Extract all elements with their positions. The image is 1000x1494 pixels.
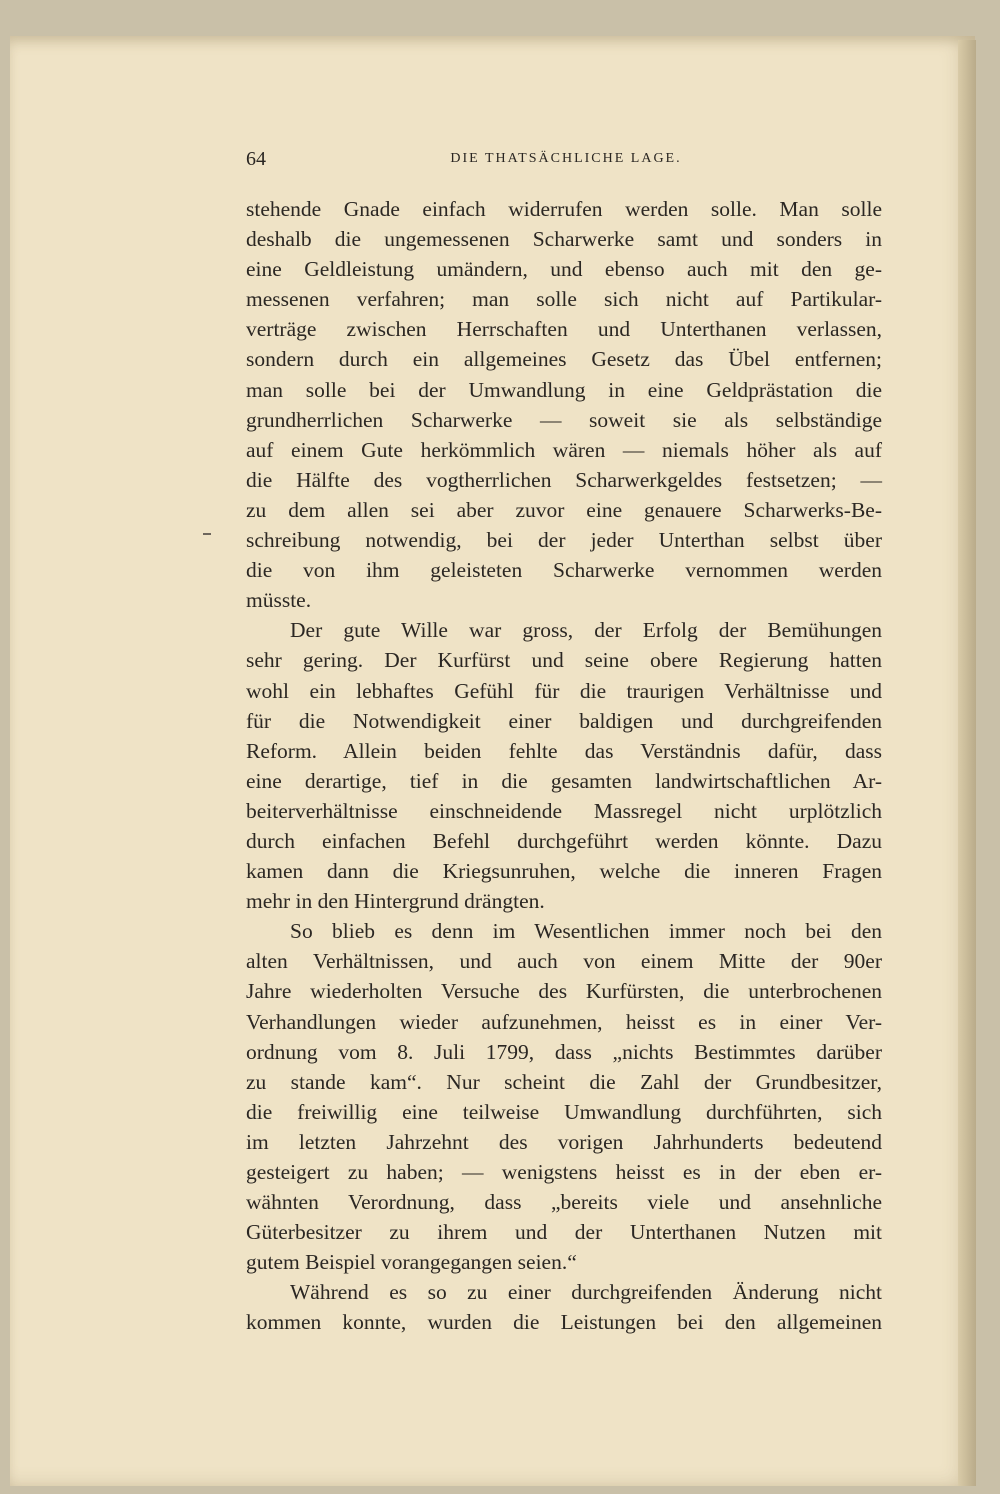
text-line: müsste. bbox=[246, 588, 312, 613]
text-line: verträge zwischen Herrschaften und Unterthanen verlassen, bbox=[246, 317, 882, 342]
text-line: kommen konnte, wurden die Leistungen bei den allgemeinen bbox=[246, 1310, 882, 1335]
text-line: Reform. Allein beiden fehlte das Verständnis dafür, dass bbox=[246, 738, 882, 763]
page-number: 64 bbox=[246, 148, 266, 170]
text-line: sondern durch ein allgemeines Gesetz das Übel entfernen; bbox=[246, 347, 882, 372]
text-line: durch einfachen Befehl durchgeführt werden könnte. Dazu bbox=[246, 828, 882, 853]
text-line: im letzten Jahrzehnt des vorigen Jahrhunderts bedeutend bbox=[246, 1129, 882, 1154]
text-line: auf einem Gute herkömmlich wären — niemals höher als auf bbox=[246, 437, 882, 462]
text-line: für die Notwendigkeit einer baldigen und durchgreifenden bbox=[246, 708, 882, 733]
text-line: eine Geldleistung umändern, und ebenso auch mit den ge- bbox=[246, 257, 882, 282]
text-line: die freiwillig eine teilweise Umwandlung durchführten, sich bbox=[246, 1099, 882, 1124]
text-line: gesteigert zu haben; — wenigstens heisst es in der eben er- bbox=[246, 1160, 882, 1184]
text-line: ordnung vom 8. Juli 1799, dass „nichts Bestimmtes darüber bbox=[246, 1039, 882, 1064]
text-line: stehende Gnade einfach widerrufen werden solle. Man solle bbox=[246, 197, 882, 221]
text-line: grundherrlichen Scharwerke — soweit sie als selbständige bbox=[246, 407, 882, 432]
text-line: eine derartige, tief in die gesamten landwirtschaftlichen Ar- bbox=[246, 768, 882, 793]
text-line: Verhandlungen wieder aufzunehmen, heisst es in einer Ver- bbox=[246, 1009, 882, 1034]
text-line: Güterbesitzer zu ihrem und der Unterthanen Nutzen mit bbox=[246, 1220, 882, 1245]
page-edge bbox=[958, 40, 976, 1486]
running-head: DIE THATSÄCHLICHE LAGE. bbox=[450, 151, 682, 166]
text-line: man solle bei der Umwandlung in eine Geldprästation die bbox=[246, 377, 882, 402]
text-line: wohl ein lebhaftes Gefühl für die traurigen Verhältnisse und bbox=[246, 678, 882, 703]
text-line: Während es so zu einer durchgreifenden Änderung nicht bbox=[290, 1280, 882, 1305]
text-line: die von ihm geleisteten Scharwerke vernommen werden bbox=[246, 558, 882, 583]
text-line: sehr gering. Der Kurfürst und seine obere Regierung hatten bbox=[246, 648, 882, 673]
text-line: So blieb es denn im Wesentlichen immer noch bei den bbox=[290, 919, 882, 944]
text-line: beiterverhältnisse einschneidende Massregel nicht urplötzlich bbox=[246, 798, 882, 823]
text-line: mehr in den Hintergrund drängten. bbox=[246, 889, 545, 914]
text-line: schreibung notwendig, bei der jeder Unterthan selbst über bbox=[246, 528, 882, 553]
text-line: Der gute Wille war gross, der Erfolg der Bemühungen bbox=[290, 618, 882, 643]
margin-mark bbox=[203, 533, 211, 535]
text-line: zu dem allen sei aber zuvor eine genauere Scharwerks-Be- bbox=[246, 497, 882, 522]
body-text bbox=[246, 194, 882, 1338]
text-line: alten Verhältnissen, und auch von einem Mitte der 90er bbox=[246, 949, 882, 974]
text-line: zu stande kam“. Nur scheint die Zahl der Grundbesitzer, bbox=[246, 1069, 882, 1094]
text-line: messenen verfahren; man solle sich nicht auf Partikular- bbox=[246, 287, 882, 312]
page-header bbox=[246, 148, 886, 172]
text-line: deshalb die ungemessenen Scharwerke samt und sonders in bbox=[246, 227, 882, 252]
text-line: kamen dann die Kriegsunruhen, welche die inneren Fragen bbox=[246, 859, 882, 884]
text-line: die Hälfte des vogtherrlichen Scharwerkgeldes festsetzen; — bbox=[246, 467, 882, 492]
text-line: Jahre wiederholten Versuche des Kurfürsten, die unterbrochenen bbox=[246, 979, 882, 1004]
text-line: wähnten Verordnung, dass „bereits viele und ansehnliche bbox=[246, 1190, 882, 1215]
text-line: gutem Beispiel vorangegangen seien.“ bbox=[246, 1250, 577, 1275]
